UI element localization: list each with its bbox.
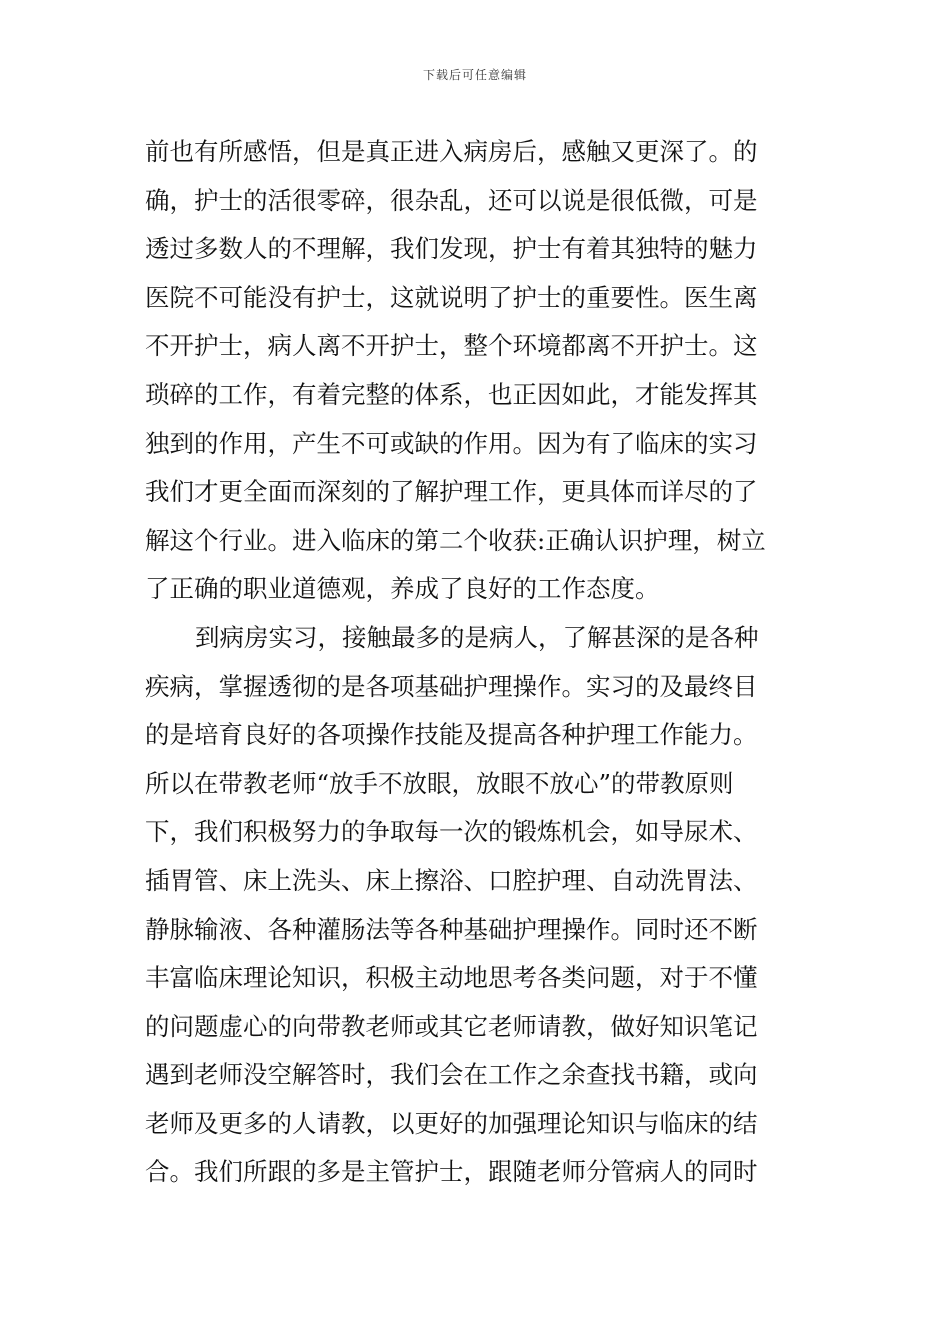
text-line: 丰富临床理论知识，积极主动地思考各类问题，对于不懂 xyxy=(145,963,758,993)
text-line: 琐碎的工作，有着完整的体系，也正因如此，才能发挥其 xyxy=(145,379,758,409)
document-body xyxy=(145,128,815,1197)
text-line: 解这个行业。进入临床的第二个收获:正确认识护理，树立 xyxy=(145,525,766,555)
text-line: 下，我们积极努力的争取每一次的锻炼机会，如导尿术、 xyxy=(145,817,758,847)
text-line: 透过多数人的不理解，我们发现，护士有着其独特的魅力 xyxy=(145,234,758,264)
text-line: 静脉输液、各种灌肠法等各种基础护理操作。同时还不断 xyxy=(145,914,758,944)
text-line: 不开护士，病人离不开护士，整个环境都离不开护士。这 xyxy=(145,331,758,361)
text-line: 确，护士的活很零碎，很杂乱，还可以说是很低微，可是 xyxy=(145,185,758,215)
text-line: 疾病，掌握透彻的是各项基础护理操作。实习的及最终目 xyxy=(145,671,758,701)
text-line: 医院不可能没有护士，这就说明了护士的重要性。医生离 xyxy=(145,282,758,312)
paragraph-start-line: 到病房实习，接触最多的是病人，了解甚深的是各种 xyxy=(195,622,759,652)
text-line: 前也有所感悟，但是真正进入病房后，感触又更深了。的 xyxy=(145,137,758,166)
text-line: 了正确的职业道德观，养成了良好的工作态度。 xyxy=(145,574,660,604)
text-line: 我们才更全面而深刻的了解护理工作，更具体而详尽的了 xyxy=(145,477,758,507)
text-line: 插胃管、床上洗头、床上擦浴、口腔护理、自动洗胃法、 xyxy=(145,865,758,895)
text-line: 的是培育良好的各项操作技能及提高各种护理工作能力。 xyxy=(145,720,758,750)
text-line: 所以在带教老师“放手不放眼，放眼不放心”的带教原则 xyxy=(145,768,734,798)
page-header: 下载后可任意编辑 xyxy=(422,68,527,82)
text-line: 老师及更多的人请教，以更好的加强理论知识与临床的结 xyxy=(145,1108,758,1138)
text-line: 合。我们所跟的多是主管护士，跟随老师分管病人的同时 xyxy=(145,1157,758,1187)
text-line: 的问题虚心的向带教老师或其它老师请教，做好知识笔记 xyxy=(145,1011,758,1041)
text-line: 独到的作用，产生不可或缺的作用。因为有了临床的实习 xyxy=(145,428,758,458)
text-line: 遇到老师没空解答时，我们会在工作之余查找书籍，或向 xyxy=(145,1060,758,1090)
